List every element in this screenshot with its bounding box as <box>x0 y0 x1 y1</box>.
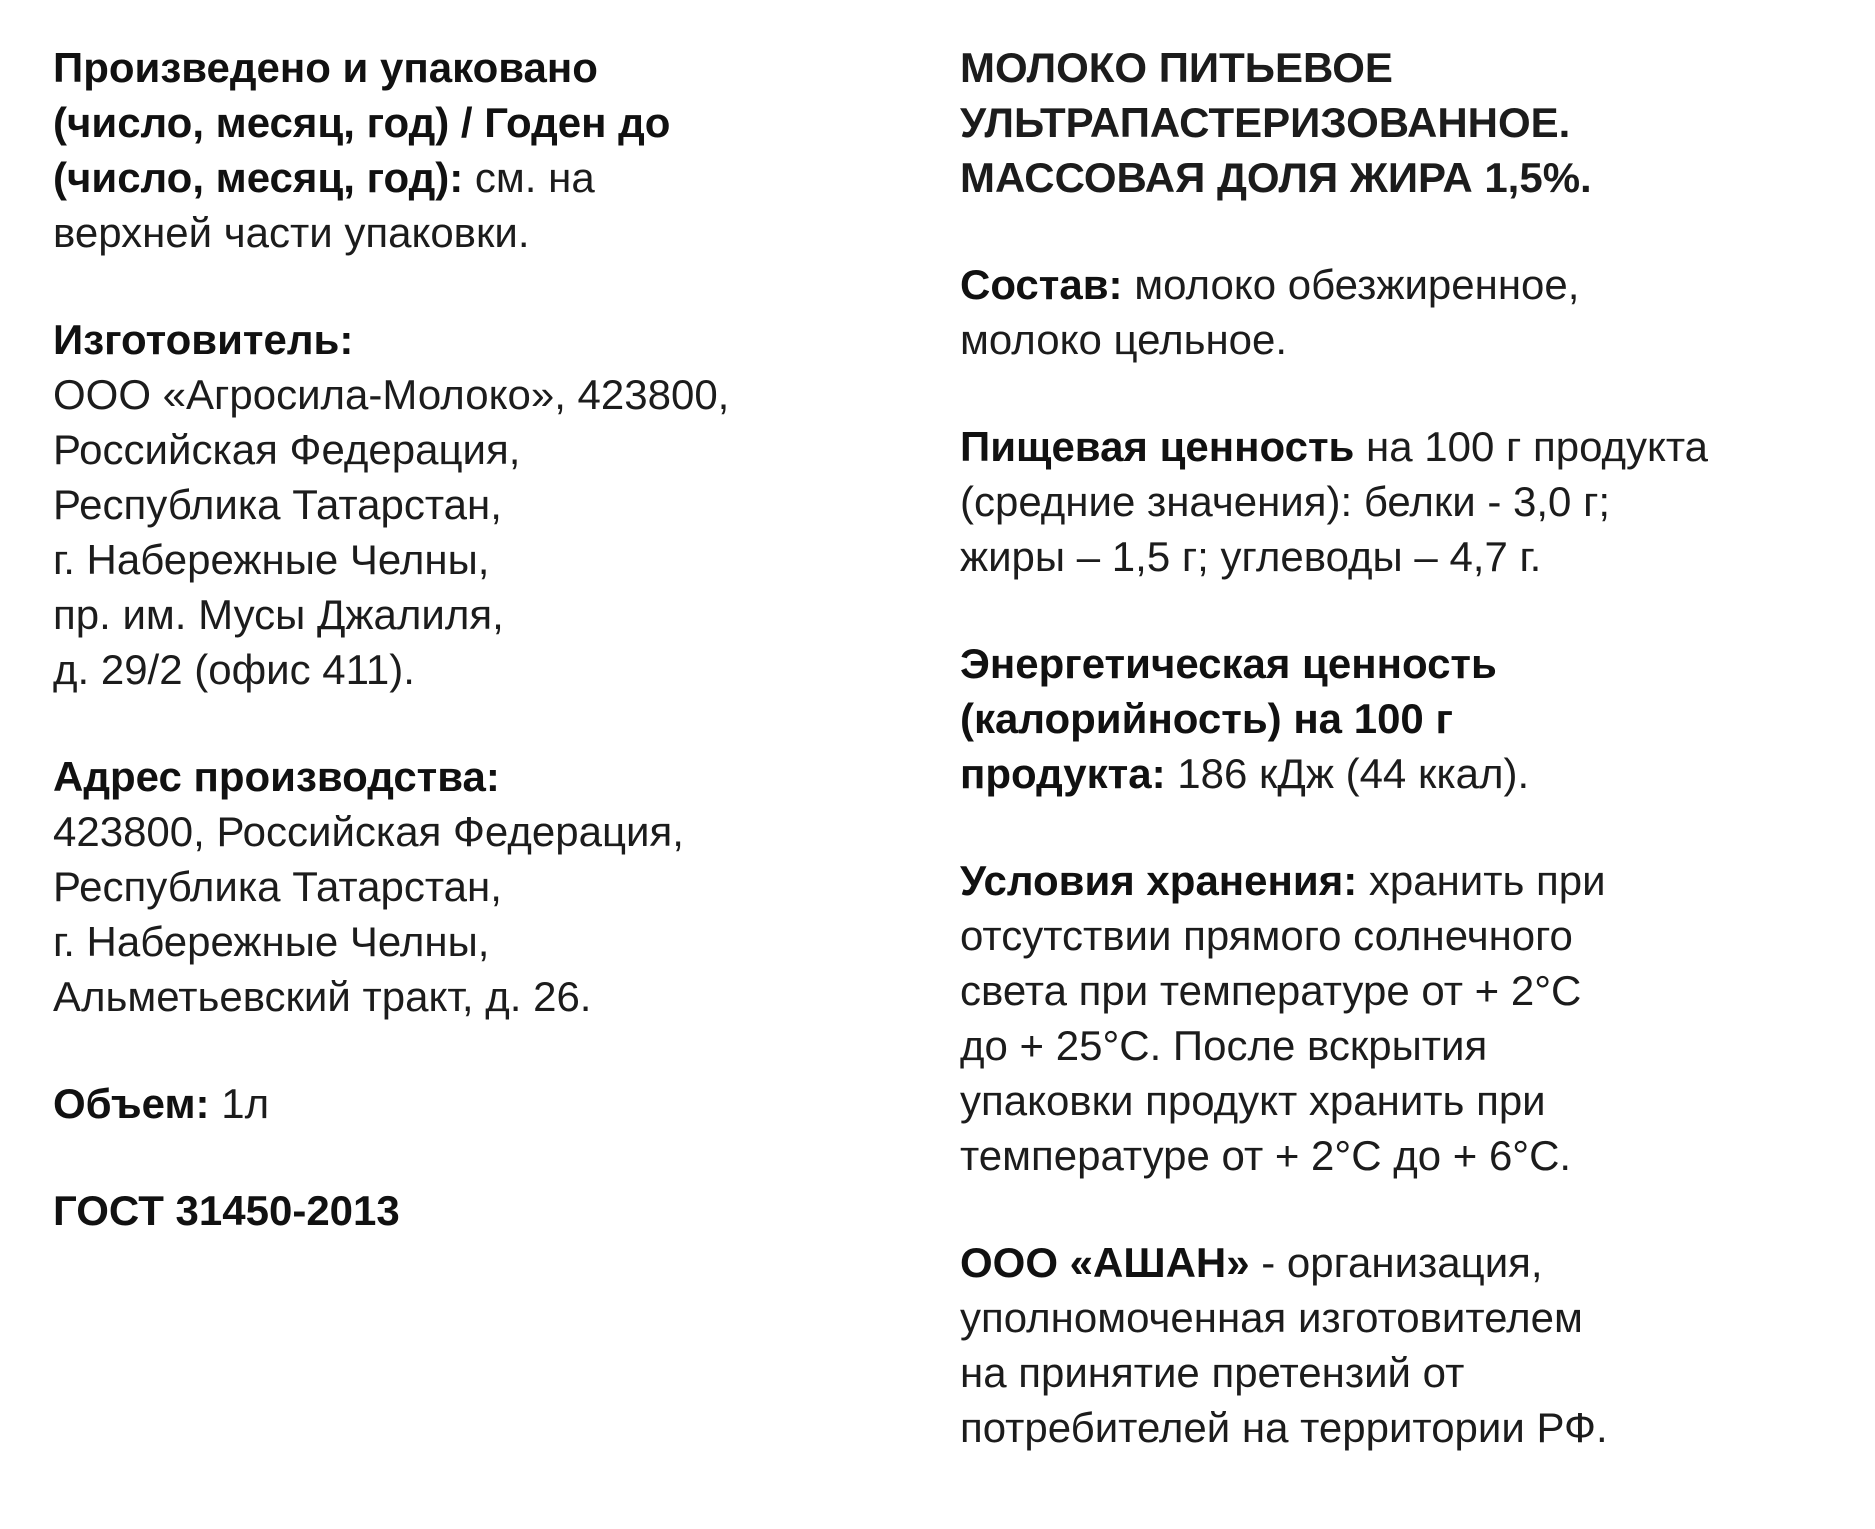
product-title-line-1: МОЛОКО ПИТЬЕВОЕ <box>960 44 1393 91</box>
nutrition-value-inline: на 100 г продукта <box>1354 423 1709 470</box>
dates-value-inline: см. на <box>463 154 595 201</box>
energy-label-line-1: Энергетическая ценность <box>960 640 1497 687</box>
storage-line: света при температуре от + 2°С <box>960 967 1582 1014</box>
nutrition-label: Пищевая ценность <box>960 423 1355 470</box>
production-address-line: Республика Татарстан, <box>53 863 502 910</box>
dates-label-line-1: Произведено и упаковано <box>53 44 598 91</box>
composition-value-line: молоко цельное. <box>960 316 1288 363</box>
composition-block <box>960 257 1860 367</box>
volume-block <box>53 1076 913 1131</box>
standard-block <box>53 1183 913 1238</box>
manufacturer-line: г. Набережные Челны, <box>53 536 490 583</box>
claims-line: потребителей на территории РФ. <box>960 1404 1608 1451</box>
storage-value-inline: хранить при <box>1357 857 1606 904</box>
manufacturer-label: Изготовитель: <box>53 316 354 363</box>
left-column <box>53 40 913 1290</box>
storage-line: до + 25°С. После вскрытия <box>960 1022 1488 1069</box>
product-title-line-3: МАССОВАЯ ДОЛЯ ЖИРА 1,5%. <box>960 154 1592 201</box>
nutrition-line: (средние значения): белки - 3,0 г; <box>960 478 1611 525</box>
dates-block <box>53 40 913 260</box>
gost-standard: ГОСТ 31450-2013 <box>53 1187 400 1234</box>
production-address-line: Альметьевский тракт, д. 26. <box>53 973 592 1020</box>
storage-line: температуре от + 2°С до + 6°С. <box>960 1132 1572 1179</box>
production-address-line: г. Набережные Челны, <box>53 918 490 965</box>
claims-label: ООО «АШАН» <box>960 1239 1250 1286</box>
composition-value-inline: молоко обезжиренное, <box>1122 261 1580 308</box>
right-column <box>960 40 1860 1507</box>
claims-line: уполномоченная изготовителем <box>960 1294 1583 1341</box>
manufacturer-line: Российская Федерация, <box>53 426 521 473</box>
manufacturer-line: д. 29/2 (офис 411). <box>53 646 415 693</box>
storage-line: упаковки продукт хранить при <box>960 1077 1546 1124</box>
energy-block <box>960 636 1860 801</box>
energy-label-line-2: (калорийность) на 100 г <box>960 695 1453 742</box>
storage-block <box>960 853 1860 1183</box>
storage-line: отсутствии прямого солнечного <box>960 912 1573 959</box>
manufacturer-line: Республика Татарстан, <box>53 481 502 528</box>
production-address-block <box>53 749 913 1024</box>
manufacturer-line: ООО «Агросила-Молоко», 423800, <box>53 371 730 418</box>
dates-value-line: верхней части упаковки. <box>53 209 530 256</box>
energy-value: 186 кДж (44 ккал). <box>1165 750 1530 797</box>
composition-label: Состав: <box>960 261 1123 308</box>
dates-label-line-2: (число, месяц, год) / Годен до <box>53 99 671 146</box>
volume-label: Объем: <box>53 1080 210 1127</box>
claims-line: на принятие претензий от <box>960 1349 1465 1396</box>
production-address-label: Адрес производства: <box>53 753 500 800</box>
product-title-block <box>960 40 1860 205</box>
manufacturer-block <box>53 312 913 697</box>
energy-label-line-3: продукта: <box>960 750 1166 797</box>
claims-value-inline: - организация, <box>1249 1239 1543 1286</box>
claims-block <box>960 1235 1860 1455</box>
product-title-line-2: УЛЬТРАПАСТЕРИЗОВАННОЕ. <box>960 99 1571 146</box>
dates-label-line-3: (число, месяц, год): <box>53 154 464 201</box>
volume-value: 1л <box>209 1080 270 1127</box>
manufacturer-line: пр. им. Мусы Джалиля, <box>53 591 504 638</box>
nutrition-line: жиры – 1,5 г; углеводы – 4,7 г. <box>960 533 1542 580</box>
nutrition-block <box>960 419 1860 584</box>
production-address-line: 423800, Российская Федерация, <box>53 808 684 855</box>
storage-label: Условия хранения: <box>960 857 1358 904</box>
